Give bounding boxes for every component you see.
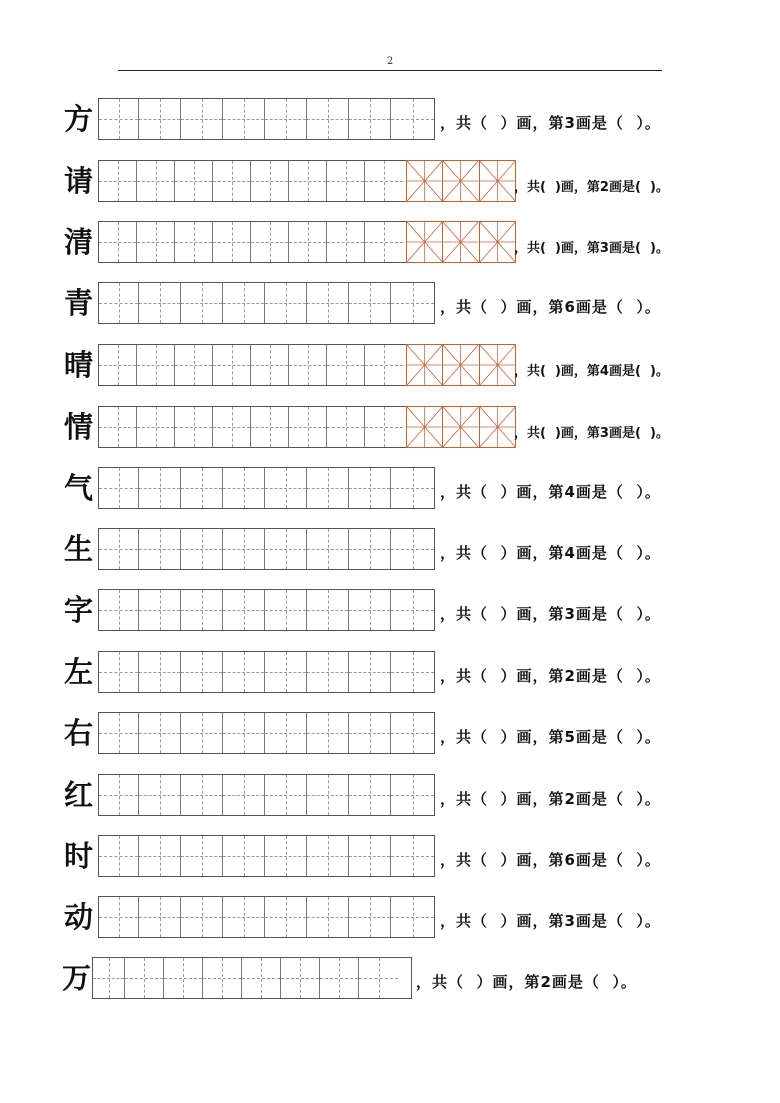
writing-cell[interactable] [349,590,391,630]
writing-cell[interactable] [391,529,434,569]
writing-cell[interactable] [139,836,181,876]
writing-cell[interactable] [391,713,434,753]
writing-cell[interactable] [99,468,139,508]
stroke-question: ，共（ ）画，第2画是（ ）。 [440,790,661,808]
practice-row [0,651,780,695]
writing-grid [98,835,435,877]
writing-cell[interactable] [99,897,139,937]
writing-grid [98,712,435,754]
writing-cell[interactable] [391,283,434,323]
writing-cell[interactable] [307,652,349,692]
writing-cell[interactable] [307,529,349,569]
practice-character: 青 [64,286,94,320]
writing-cell[interactable] [281,958,320,998]
practice-character: 万 [62,961,92,995]
practice-row [0,896,780,940]
writing-grid [98,589,435,631]
writing-grid [98,467,435,509]
writing-cell[interactable] [307,836,349,876]
stroke-question: ，共（ ）画，第4画是（ ）。 [440,483,661,501]
writing-cell[interactable] [391,468,434,508]
writing-cell[interactable] [359,958,398,998]
writing-cell[interactable] [349,652,391,692]
writing-cell[interactable] [99,345,137,385]
practice-character: 动 [64,900,94,934]
writing-cell[interactable] [223,468,265,508]
writing-cell[interactable] [139,468,181,508]
writing-cell[interactable] [307,283,349,323]
writing-cell[interactable] [99,652,139,692]
writing-cell[interactable] [181,713,223,753]
writing-cell[interactable] [99,99,139,139]
writing-cell[interactable] [289,345,327,385]
writing-grid [98,896,435,938]
writing-cell[interactable] [265,836,307,876]
mizi-cell[interactable] [480,407,515,447]
writing-cell[interactable] [307,590,349,630]
writing-grid [98,282,435,324]
mizi-cell[interactable] [407,345,443,385]
writing-cell[interactable] [99,222,137,262]
writing-cell[interactable] [251,161,289,201]
writing-cell[interactable] [223,99,265,139]
writing-cell[interactable] [265,775,307,815]
writing-cell[interactable] [365,407,403,447]
writing-cell[interactable] [175,345,213,385]
writing-cell[interactable] [327,345,365,385]
practice-row [0,160,780,204]
writing-cell[interactable] [265,283,307,323]
writing-cell[interactable] [99,161,137,201]
writing-cell[interactable] [365,161,403,201]
stroke-question: ，共( )画，第2画是( )。 [514,180,669,195]
writing-cell[interactable] [307,897,349,937]
writing-cell[interactable] [391,99,434,139]
stroke-question: ，共（ ）画，第4画是（ ）。 [440,544,661,562]
stroke-question: ，共（ ）画，第2画是（ ）。 [440,667,661,685]
writing-cell[interactable] [213,407,251,447]
practice-character: 方 [64,102,94,136]
writing-cell[interactable] [181,836,223,876]
writing-cell[interactable] [181,775,223,815]
practice-character: 左 [64,655,94,689]
mizi-cell[interactable] [443,161,479,201]
mizi-cell[interactable] [407,407,443,447]
practice-character: 清 [64,225,94,259]
mizi-cell[interactable] [443,407,479,447]
writing-cell[interactable] [99,713,139,753]
writing-cell[interactable] [175,161,213,201]
mizi-cell[interactable] [407,161,443,201]
writing-cell[interactable] [181,283,223,323]
writing-cell[interactable] [307,99,349,139]
writing-grid [98,528,435,570]
writing-cell[interactable] [223,652,265,692]
writing-cell[interactable] [251,222,289,262]
writing-cell[interactable] [365,345,403,385]
mizi-grid [406,160,516,202]
practice-row [0,712,780,756]
writing-cell[interactable] [307,468,349,508]
writing-cell[interactable] [213,222,251,262]
writing-cell[interactable] [125,958,164,998]
practice-row [0,282,780,326]
practice-character: 生 [64,532,94,566]
writing-cell[interactable] [349,283,391,323]
mizi-grid [406,221,516,263]
writing-cell[interactable] [213,161,251,201]
stroke-question: ，共（ ）画，第6画是（ ）。 [440,298,661,316]
writing-cell[interactable] [139,283,181,323]
writing-cell[interactable] [137,407,175,447]
writing-cell[interactable] [223,529,265,569]
practice-row [0,774,780,818]
writing-cell[interactable] [265,713,307,753]
writing-cell[interactable] [181,529,223,569]
writing-cell[interactable] [223,590,265,630]
writing-cell[interactable] [349,529,391,569]
writing-grid [92,957,412,999]
mizi-grid [406,344,516,386]
practice-row [0,98,780,142]
mizi-grid [406,406,516,448]
writing-cell[interactable] [391,775,434,815]
writing-grid [98,774,435,816]
writing-cell[interactable] [391,590,434,630]
stroke-question: ，共（ ）画，第5画是（ ）。 [440,728,661,746]
writing-cell[interactable] [327,222,365,262]
writing-cell[interactable] [265,897,307,937]
writing-cell[interactable] [365,222,403,262]
page-number: 2 [386,56,394,67]
practice-character: 右 [64,716,94,750]
stroke-question: ，共（ ）画，第3画是（ ）。 [440,114,661,132]
writing-cell[interactable] [265,99,307,139]
writing-cell[interactable] [99,836,139,876]
writing-cell[interactable] [349,713,391,753]
mizi-cell[interactable] [407,222,443,262]
practice-row [0,344,780,388]
mizi-cell[interactable] [443,222,479,262]
writing-cell[interactable] [99,775,139,815]
practice-row [0,589,780,633]
writing-cell[interactable] [391,897,434,937]
writing-cell[interactable] [137,345,175,385]
writing-cell[interactable] [242,958,281,998]
practice-row [0,221,780,265]
stroke-question: ，共( )画，第4画是( )。 [514,364,669,379]
practice-character: 情 [64,410,94,444]
writing-cell[interactable] [327,407,365,447]
practice-character: 红 [64,778,94,812]
practice-character: 时 [64,839,94,873]
writing-cell[interactable] [223,897,265,937]
writing-cell[interactable] [139,775,181,815]
practice-row [0,467,780,511]
practice-character: 晴 [64,348,94,382]
writing-grid [98,98,435,140]
writing-cell[interactable] [327,161,365,201]
writing-cell[interactable] [391,836,434,876]
mizi-cell[interactable] [443,345,479,385]
writing-cell[interactable] [175,407,213,447]
writing-cell[interactable] [181,897,223,937]
practice-character: 请 [64,164,94,198]
writing-cell[interactable] [137,161,175,201]
writing-cell[interactable] [223,283,265,323]
writing-cell[interactable] [164,958,203,998]
writing-cell[interactable] [139,713,181,753]
writing-cell[interactable] [265,468,307,508]
writing-cell[interactable] [99,590,139,630]
writing-cell[interactable] [349,836,391,876]
writing-cell[interactable] [139,652,181,692]
writing-cell[interactable] [289,407,327,447]
writing-cell[interactable] [349,99,391,139]
writing-cell[interactable] [320,958,359,998]
mizi-cell[interactable] [480,161,515,201]
writing-cell[interactable] [251,345,289,385]
mizi-cell[interactable] [480,222,515,262]
writing-cell[interactable] [99,529,139,569]
writing-cell[interactable] [139,99,181,139]
stroke-question: ，共( )画，第3画是( )。 [514,241,669,256]
header-rule [118,70,662,71]
writing-cell[interactable] [349,468,391,508]
writing-cell[interactable] [139,897,181,937]
practice-row [0,528,780,572]
writing-cell[interactable] [223,713,265,753]
stroke-question: ，共( )画，第3画是( )。 [514,426,669,441]
stroke-question: ，共（ ）画，第6画是（ ）。 [440,851,661,869]
writing-cell[interactable] [307,775,349,815]
writing-cell[interactable] [175,222,213,262]
stroke-question: ，共（ ）画，第3画是（ ）。 [440,605,661,623]
writing-cell[interactable] [181,468,223,508]
writing-cell[interactable] [181,652,223,692]
practice-character: 气 [64,471,94,505]
writing-cell[interactable] [289,161,327,201]
writing-grid [98,651,435,693]
stroke-question: ，共（ ）画，第3画是（ ）。 [440,912,661,930]
stroke-question: ，共（ ）画，第2画是（ ）。 [416,973,637,991]
writing-cell[interactable] [391,652,434,692]
writing-cell[interactable] [265,590,307,630]
writing-cell[interactable] [99,283,139,323]
writing-cell[interactable] [307,713,349,753]
writing-cell[interactable] [349,775,391,815]
writing-cell[interactable] [223,836,265,876]
writing-cell[interactable] [181,99,223,139]
practice-row [0,406,780,450]
practice-row [0,957,780,1001]
writing-cell[interactable] [99,407,137,447]
writing-cell[interactable] [213,345,251,385]
practice-row [0,835,780,879]
writing-cell[interactable] [93,958,125,998]
writing-cell[interactable] [251,407,289,447]
writing-cell[interactable] [139,590,181,630]
writing-cell[interactable] [181,590,223,630]
mizi-cell[interactable] [480,345,515,385]
writing-cell[interactable] [203,958,242,998]
practice-character: 字 [64,593,94,627]
writing-cell[interactable] [265,652,307,692]
writing-cell[interactable] [289,222,327,262]
writing-cell[interactable] [137,222,175,262]
writing-cell[interactable] [139,529,181,569]
writing-cell[interactable] [265,529,307,569]
writing-cell[interactable] [223,775,265,815]
writing-cell[interactable] [349,897,391,937]
